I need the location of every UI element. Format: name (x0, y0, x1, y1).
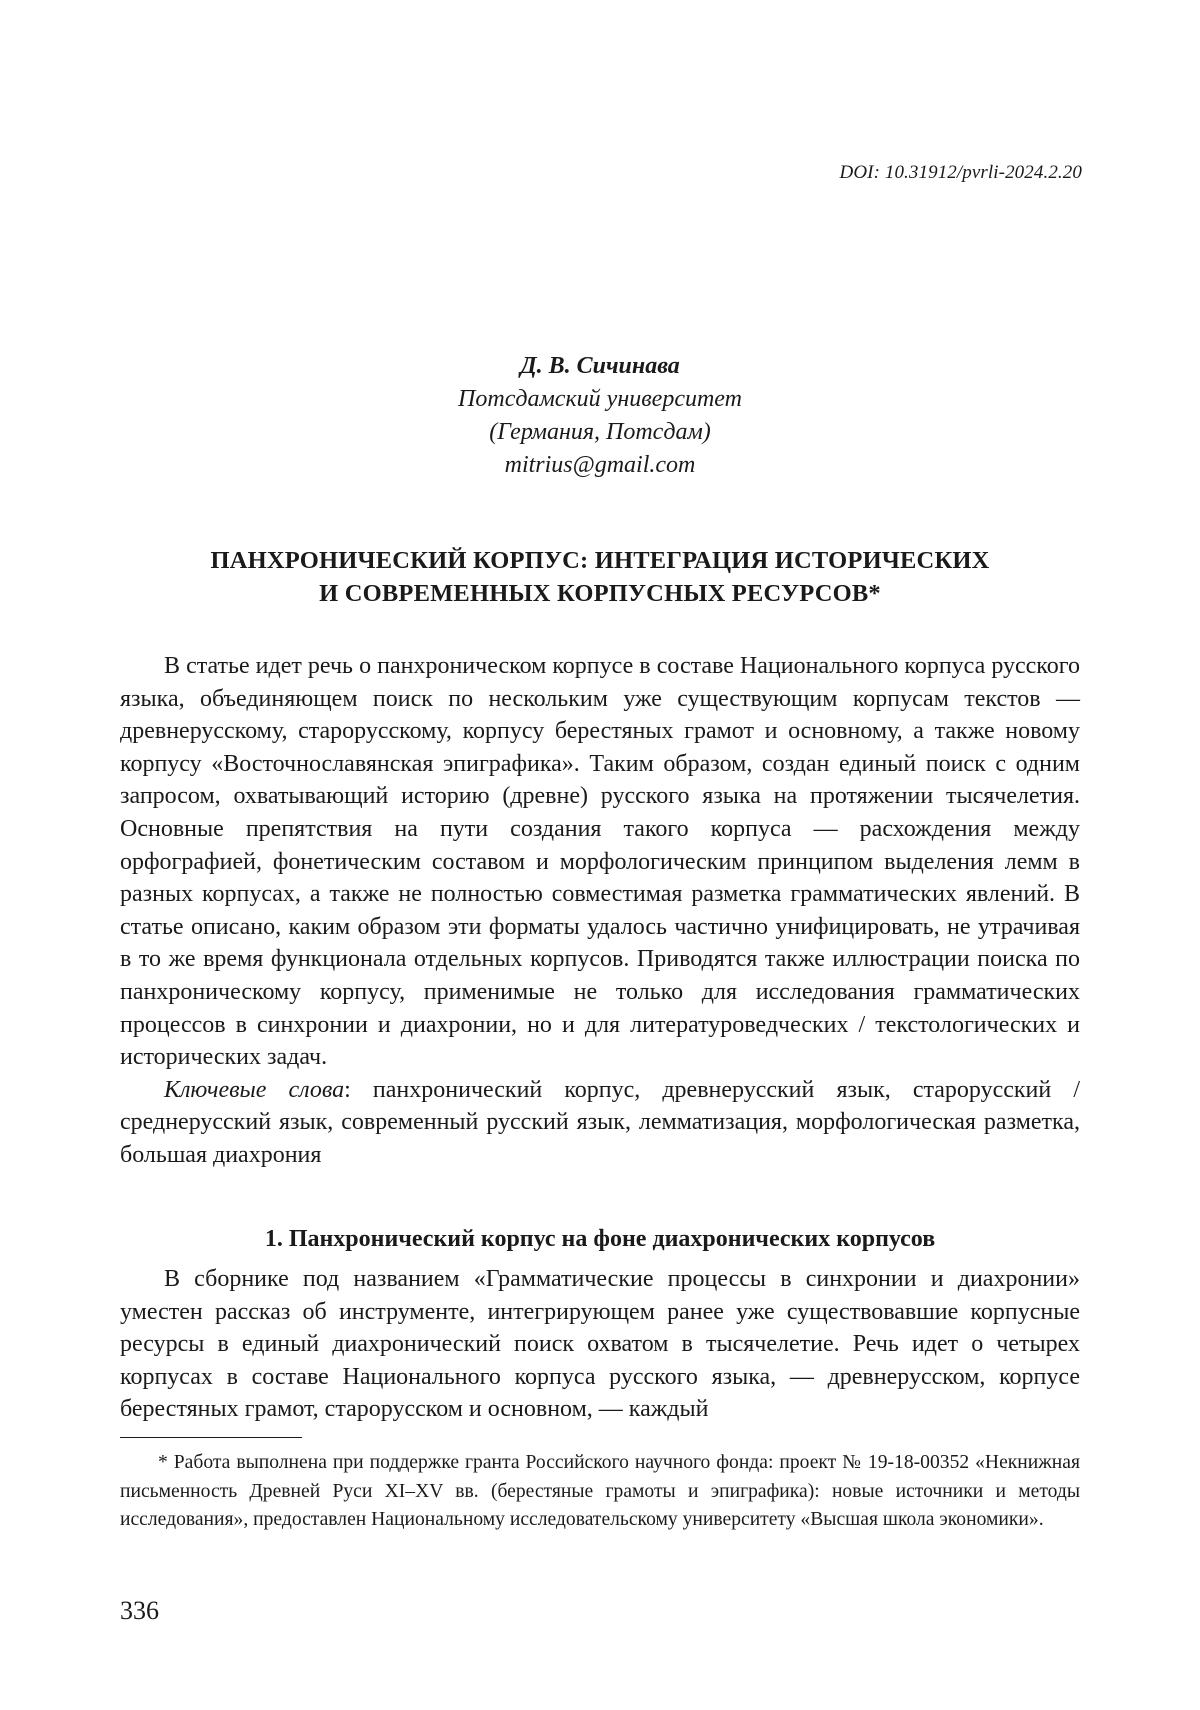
author-location: (Германия, Потсдам) (489, 419, 711, 445)
author-affiliation: Потсдамский университет (458, 386, 742, 412)
page-number: 336 (120, 1596, 159, 1625)
footnote (120, 1449, 1080, 1535)
section-body (120, 1263, 1080, 1426)
author-name: Д. В. Сичинава (520, 353, 680, 379)
keywords-text: : панхронический корпус, древнерусский язык, старорусский / среднерусский язык, современный русский язык, лемматизация, морфологическая разметка, большая диахрония (120, 1076, 1080, 1168)
title-line-1: ПАНХРОНИЧЕСКИЙ КОРПУС: ИНТЕГРАЦИЯ ИСТОРИЧЕСКИХ (210, 547, 990, 574)
author-block (0, 350, 1200, 482)
keywords (120, 1074, 1080, 1172)
footnote-text: * Работа выполнена при поддержке гранта Российского научного фонда: проект № 19-18-00352 «Некнижная письменность Древней Руси XI–XV вв. (берестяные грамоты и эпиграфика): новые источники и методы исследования», предоставлен Национальному исследовательскому университету «Высшая школа экономики». (120, 1452, 1080, 1531)
keywords-label: Ключевые слова (164, 1076, 345, 1103)
footnote-divider (120, 1437, 302, 1438)
abstract (120, 650, 1080, 1172)
section-heading: 1. Панхронический корпус на фоне диахронических корпусов (264, 1226, 936, 1252)
author-email: mitrius@gmail.com (504, 452, 696, 478)
article-title (0, 544, 1200, 610)
section-paragraph: В сборнике под названием «Грамматические процессы в синхронии и диахронии» уместен рассказ об инструменте, интегрирующем ранее уже существовавшие корпусные ресурсы в единый диахронический поиск охватом в тысячелетие. Речь идет о четырех корпусах в составе Национального корпуса русского языка, — древнерусском, корпусе берестяных грамот, старорусском и основном, — каждый (120, 1266, 1080, 1423)
doi-header: DOI: 10.31912/pvrli-2024.2.20 (839, 162, 1082, 183)
title-line-2: И СОВРЕМЕННЫХ КОРПУСНЫХ РЕСУРСОВ* (319, 580, 881, 607)
abstract-text: В статье идет речь о панхроническом корпусе в составе Национального корпуса русского языка, объединяющем поиск по нескольким уже существующим корпусам текстов — древнерусскому, старорусскому, корпусу берестяных грамот и основному, а также новому корпусу «Восточнославянская эпиграфика». Таким образом, создан единый поиск с одним запросом, охватывающий историю (древне) русского языка на протяжении тысячелетия. Основные препятствия на пути создания такого корпуса — расхождения между орфографией, фонетическим составом и морфологическим принципом выделения лемм в разных корпусах, а также не полностью совместимая разметка грамматических явлений. В статье описано, каким образом эти форматы удалось частично унифицировать, не утрачивая в то же время функционала отдельных корпусов. Приводятся также иллюстрации поиска по панхроническому корпусу, применимые не только для исследования грамматических процессов в синхронии и диахронии, но и для литературоведческих / текстологических и исторических задач. (120, 653, 1080, 1071)
